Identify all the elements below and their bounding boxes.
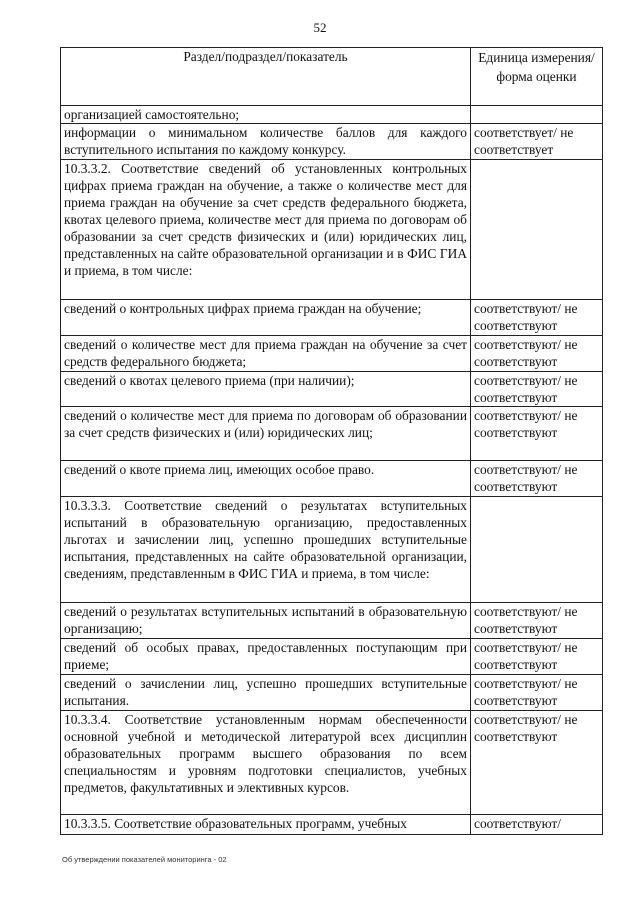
unit-cell: соответствуют/ не соответствуют (471, 711, 603, 815)
unit-cell: соответствуют/ не соответствуют (471, 675, 603, 711)
indicator-text: сведений о результатах вступительных испытаний в образовательную организацию; (61, 603, 471, 639)
table-row (61, 407, 603, 461)
page-number: 52 (313, 20, 327, 35)
table-row (61, 603, 603, 639)
unit-cell (471, 160, 603, 300)
unit-cell: соответствуют/ не соответствуют (471, 300, 603, 336)
unit-cell (471, 106, 603, 124)
table-row (61, 160, 603, 300)
indicator-text: информации о минимальном количестве баллов для каждого вступительного испытания по каждому конкурсу. (61, 124, 471, 160)
indicator-text: сведений об особых правах, предоставленных поступающим при приеме; (61, 639, 471, 675)
table-row (61, 497, 603, 603)
unit-cell: соответствуют/ не соответствуют (471, 336, 603, 372)
indicator-text: 10.3.3.5. Соответствие образовательных программ, учебных (61, 815, 471, 835)
indicator-text: 10.3.3.3. Соответствие сведений о результатах вступительных испытаний в образовательную организацию, предоставленных льготах и зачислении лиц, успешно прошедших вступительные испытания, представленных на сайте образовательной организации, сведениям, представленным в ФИС ГИА и приема, в том числе: (61, 497, 471, 603)
unit-cell: соответствуют/ не соответствуют (471, 603, 603, 639)
unit-cell (471, 497, 603, 603)
unit-cell: соответствуют/ (471, 815, 603, 835)
footer-note: Об утверждении показателей мониторинга - 02 (62, 855, 227, 864)
header-unit: Единица измерения/ форма оценки (471, 48, 603, 106)
indicator-text: сведений о количестве мест для приема по договорам об образовании за счет средств физических и (или) юридических лиц; (61, 407, 471, 461)
table-row (61, 461, 603, 497)
unit-cell: соответствуют/ не соответствуют (471, 461, 603, 497)
table-row (61, 106, 603, 124)
indicators-table (60, 47, 603, 835)
indicator-text: 10.3.3.2. Соответствие сведений об установленных контрольных цифрах приема граждан на обучение, а также о количестве мест для приема граждан на обучение за счет средств федерального бюджета, квотах целевого приема, количестве мест для приема по договорам об образовании за счет средств физических и (или) юридических лиц, представленных на сайте образовательной организации и в ФИС ГИА и приема, в том числе: (61, 160, 471, 300)
unit-cell: соответствуют/ не соответствуют (471, 407, 603, 461)
unit-cell: соответствует/ не соответствует (471, 124, 603, 160)
indicator-text: сведений о квоте приема лиц, имеющих особое право. (61, 461, 471, 497)
indicator-text: 10.3.3.4. Соответствие установленным нормам обеспеченности основной учебной и методической литературой всех дисциплин образовательных программ высшего образования по всем специальностям и уровням подготовки специалистов, учебных предметов, факультативных и элективных курсов. (61, 711, 471, 815)
table-row (61, 711, 603, 815)
indicator-text: сведений о зачислении лиц, успешно прошедших вступительные испытания. (61, 675, 471, 711)
unit-cell: соответствуют/ не соответствуют (471, 639, 603, 675)
table-header-row (61, 48, 603, 106)
indicator-text: организацией самостоятельно; (61, 106, 471, 124)
table-row (61, 815, 603, 835)
table-row (61, 300, 603, 336)
table-row (61, 639, 603, 675)
indicator-text: сведений о квотах целевого приема (при наличии); (61, 372, 471, 407)
table-row (61, 372, 603, 407)
table-row (61, 124, 603, 160)
indicator-text: сведений о контрольных цифрах приема граждан на обучение; (61, 300, 471, 336)
unit-cell: соответствуют/ не соответствуют (471, 372, 603, 407)
table-row (61, 336, 603, 372)
header-section: Раздел/подраздел/показатель (61, 48, 471, 106)
indicator-text: сведений о количестве мест для приема граждан на обучение за счет средств федерального бюджета; (61, 336, 471, 372)
table-row (61, 675, 603, 711)
